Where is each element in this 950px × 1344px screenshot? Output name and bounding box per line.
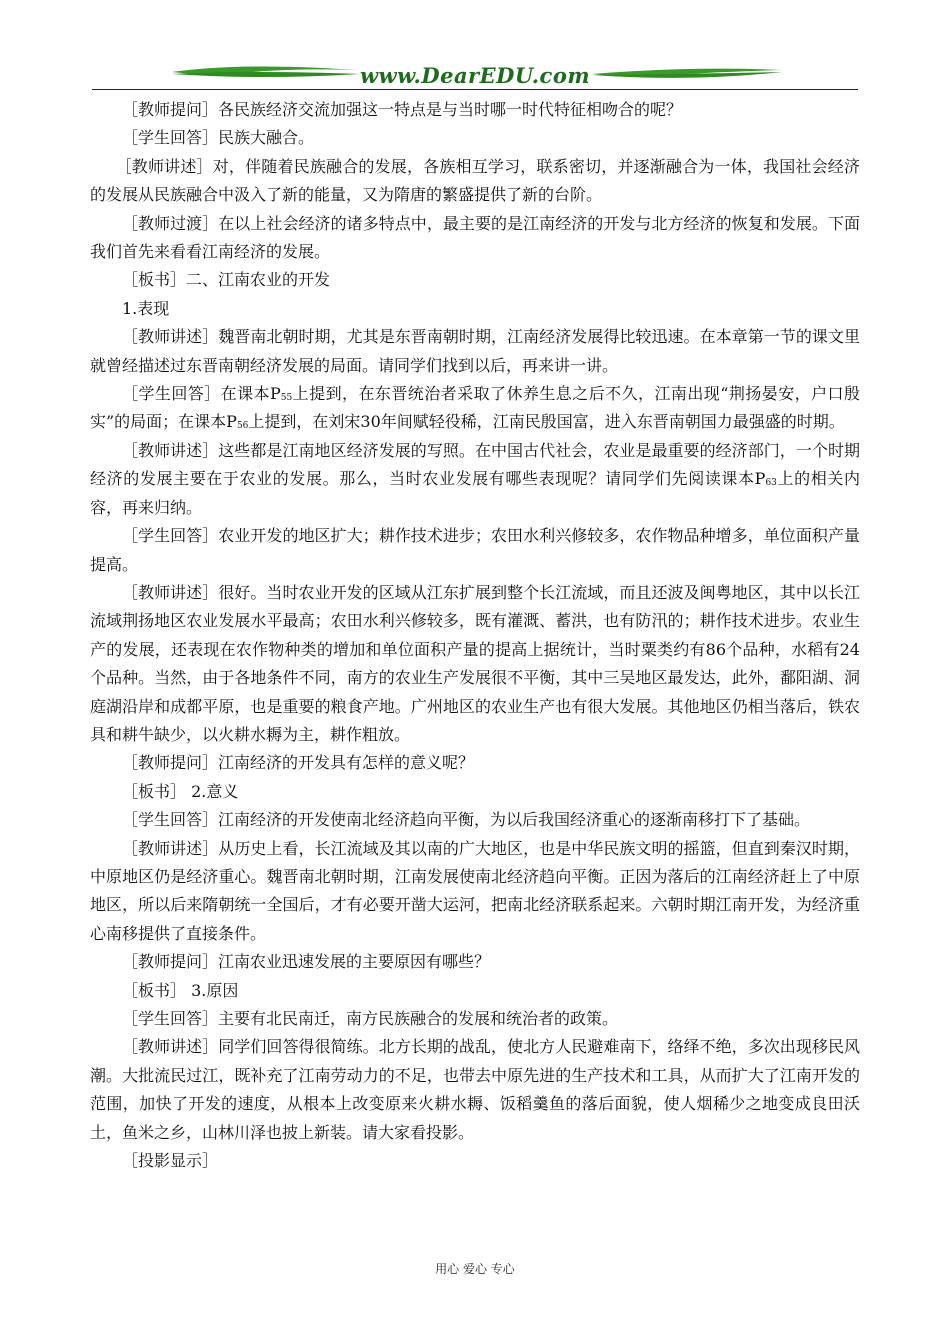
paragraph: ［板书］ 2.意义 [122,781,239,801]
page-subscript: 55 [280,393,293,404]
paragraph [90,437,860,522]
paragraph: ［教师讲述］从历史上看，长江流域及其以南的广大地区，也是中华民族文明的摇篮，但直到秦汉时期，中原地区仍是经济重心。魏晋南北朝时期，江南发展使南北经济趋向平衡。正因为落后的江南经济赶上了中原地区，所以后来隋朝统一全国后，才有必要开凿大运河，把南北经济联系起来。六朝时期江南开发，为经济重心南移提供了直接条件。 [90,838,860,943]
paragraph: ［学生回答］农业开发的地区扩大；耕作技术进步；农田水利兴修较多，农作物品种增多，单位面积产量提高。 [90,526,860,574]
main-content [90,96,860,1175]
paragraph [90,380,860,437]
paragraph: ［教师提问］江南经济的开发具有怎样的意义呢？ [122,753,475,773]
paragraph: ［学生回答］民族大融合。 [122,128,315,148]
paragraph: ［教师讲述］魏晋南北朝时期，尤其是东晋南朝时期，江南经济发展得比较迅速。在本章第一节的课文里就曾经描述过东晋南朝经济发展的局面。请同学们找到以后，再来讲一讲。 [90,327,860,375]
paragraph: ［教师提问］江南农业迅速发展的主要原因有哪些？ [122,952,491,972]
paragraph: ［教师过渡］在以上社会经济的诸多特点中，最主要的是江南经济的开发与北方经济的恢复和发展。下面我们首先来看看江南经济的发展。 [90,213,860,262]
text-run: 上的相关内容，再来归纳。 [90,469,860,517]
site-logo[interactable]: www.DearEDU.com [359,63,591,88]
paragraph: ［教师讲述］对，伴随着民族融合的发展，各族相互学习，联系密切，并逐渐融合为一体，我国社会经济的发展从民族融合中汲入了新的能量，又为隋唐的繁盛提供了新的台阶。 [90,156,860,205]
paragraph: ［学生回答］主要有北民南迁，南方民族融合的发展和统治者的政策。 [122,1009,619,1028]
page-subscript: 63 [765,478,777,489]
header-rule [92,89,858,90]
paragraph: ［教师讲述］很好。当时农业开发的区域从江东扩展到整个长江流域，而且还波及闽粤地区，其中以长江流域荆扬地区农业发展水平最高；农田水利兴修较多，既有灌溉、蓄洪，也有防汛的；耕作技术进步。农业生产的发展，还表现在农作物种类的增加和单位面积产量的提高上据统计，当时粟类约有86个品种，水稻有24个品种。当然，由于各地条件不同，南方的农业生产发展很不平衡，其中三吴地区最发达，此外，鄱阳湖、洞庭湖沿岸和成都平原，也是重要的粮食产地。广州地区的农业生产也有很大发展。其他地区仍相当落后，铁农具和耕牛缺少，以火耕水耨为主，耕作粗放。 [90,582,860,744]
text-run: 上提到，在刘宋30年间赋轻役稀，江南民殷国富，进入东晋南朝国力最强盛的时期。 [248,412,845,432]
paragraph: ［板书］ 3.原因 [122,980,239,1000]
paragraph: ［学生回答］江南经济的开发使南北经济趋向平衡，为以后我国经济重心的逐渐南移打下了基础。 [122,810,811,830]
text-run: ［教师讲述］这些都是江南地区经济发展的写照。在中国古代社会，农业是最重要的经济部门，一个时期经济的发展主要在于农业的发展。那么，当时农业发展有哪些表现呢？请同学们先阅读课本P [90,440,860,489]
page-footer: 用心 爱心 专心 [435,1262,515,1276]
header-banner [92,60,858,92]
page-subscript: 56 [236,421,249,432]
text-run: ［学生回答］在课本P [122,384,281,404]
text-run: 上提到，在东晋统治者采取了休养生息之后不久，江南出现“荆扬晏安，户口殷实”的局面；在课本P [90,384,860,432]
paragraph: ［教师讲述］同学们回答得很简练。北方长期的战乱，使北方人民避难南下，络绎不绝，多次出现移民风潮。大批流民过江，既补充了江南劳动力的不足，也带去中原先进的生产技术和工具，从而扩大了江南开发的范围，加快了开发的速度，从根本上改变原来火耕水耨、饭稻羹鱼的落后面貌，使人烟稀少之地变成良田沃土，鱼米之乡，山林川泽也披上新装。请大家看投影。 [90,1037,860,1142]
paragraph: ［教师提问］各民族经济交流加强这一特点是与当时哪一时代特征相吻合的呢？ [122,100,683,119]
paragraph: ［投影显示］ [122,1151,219,1171]
paragraph: ［板书］二、江南农业的开发 [122,270,331,290]
paragraph: 1.表现 [122,298,170,318]
